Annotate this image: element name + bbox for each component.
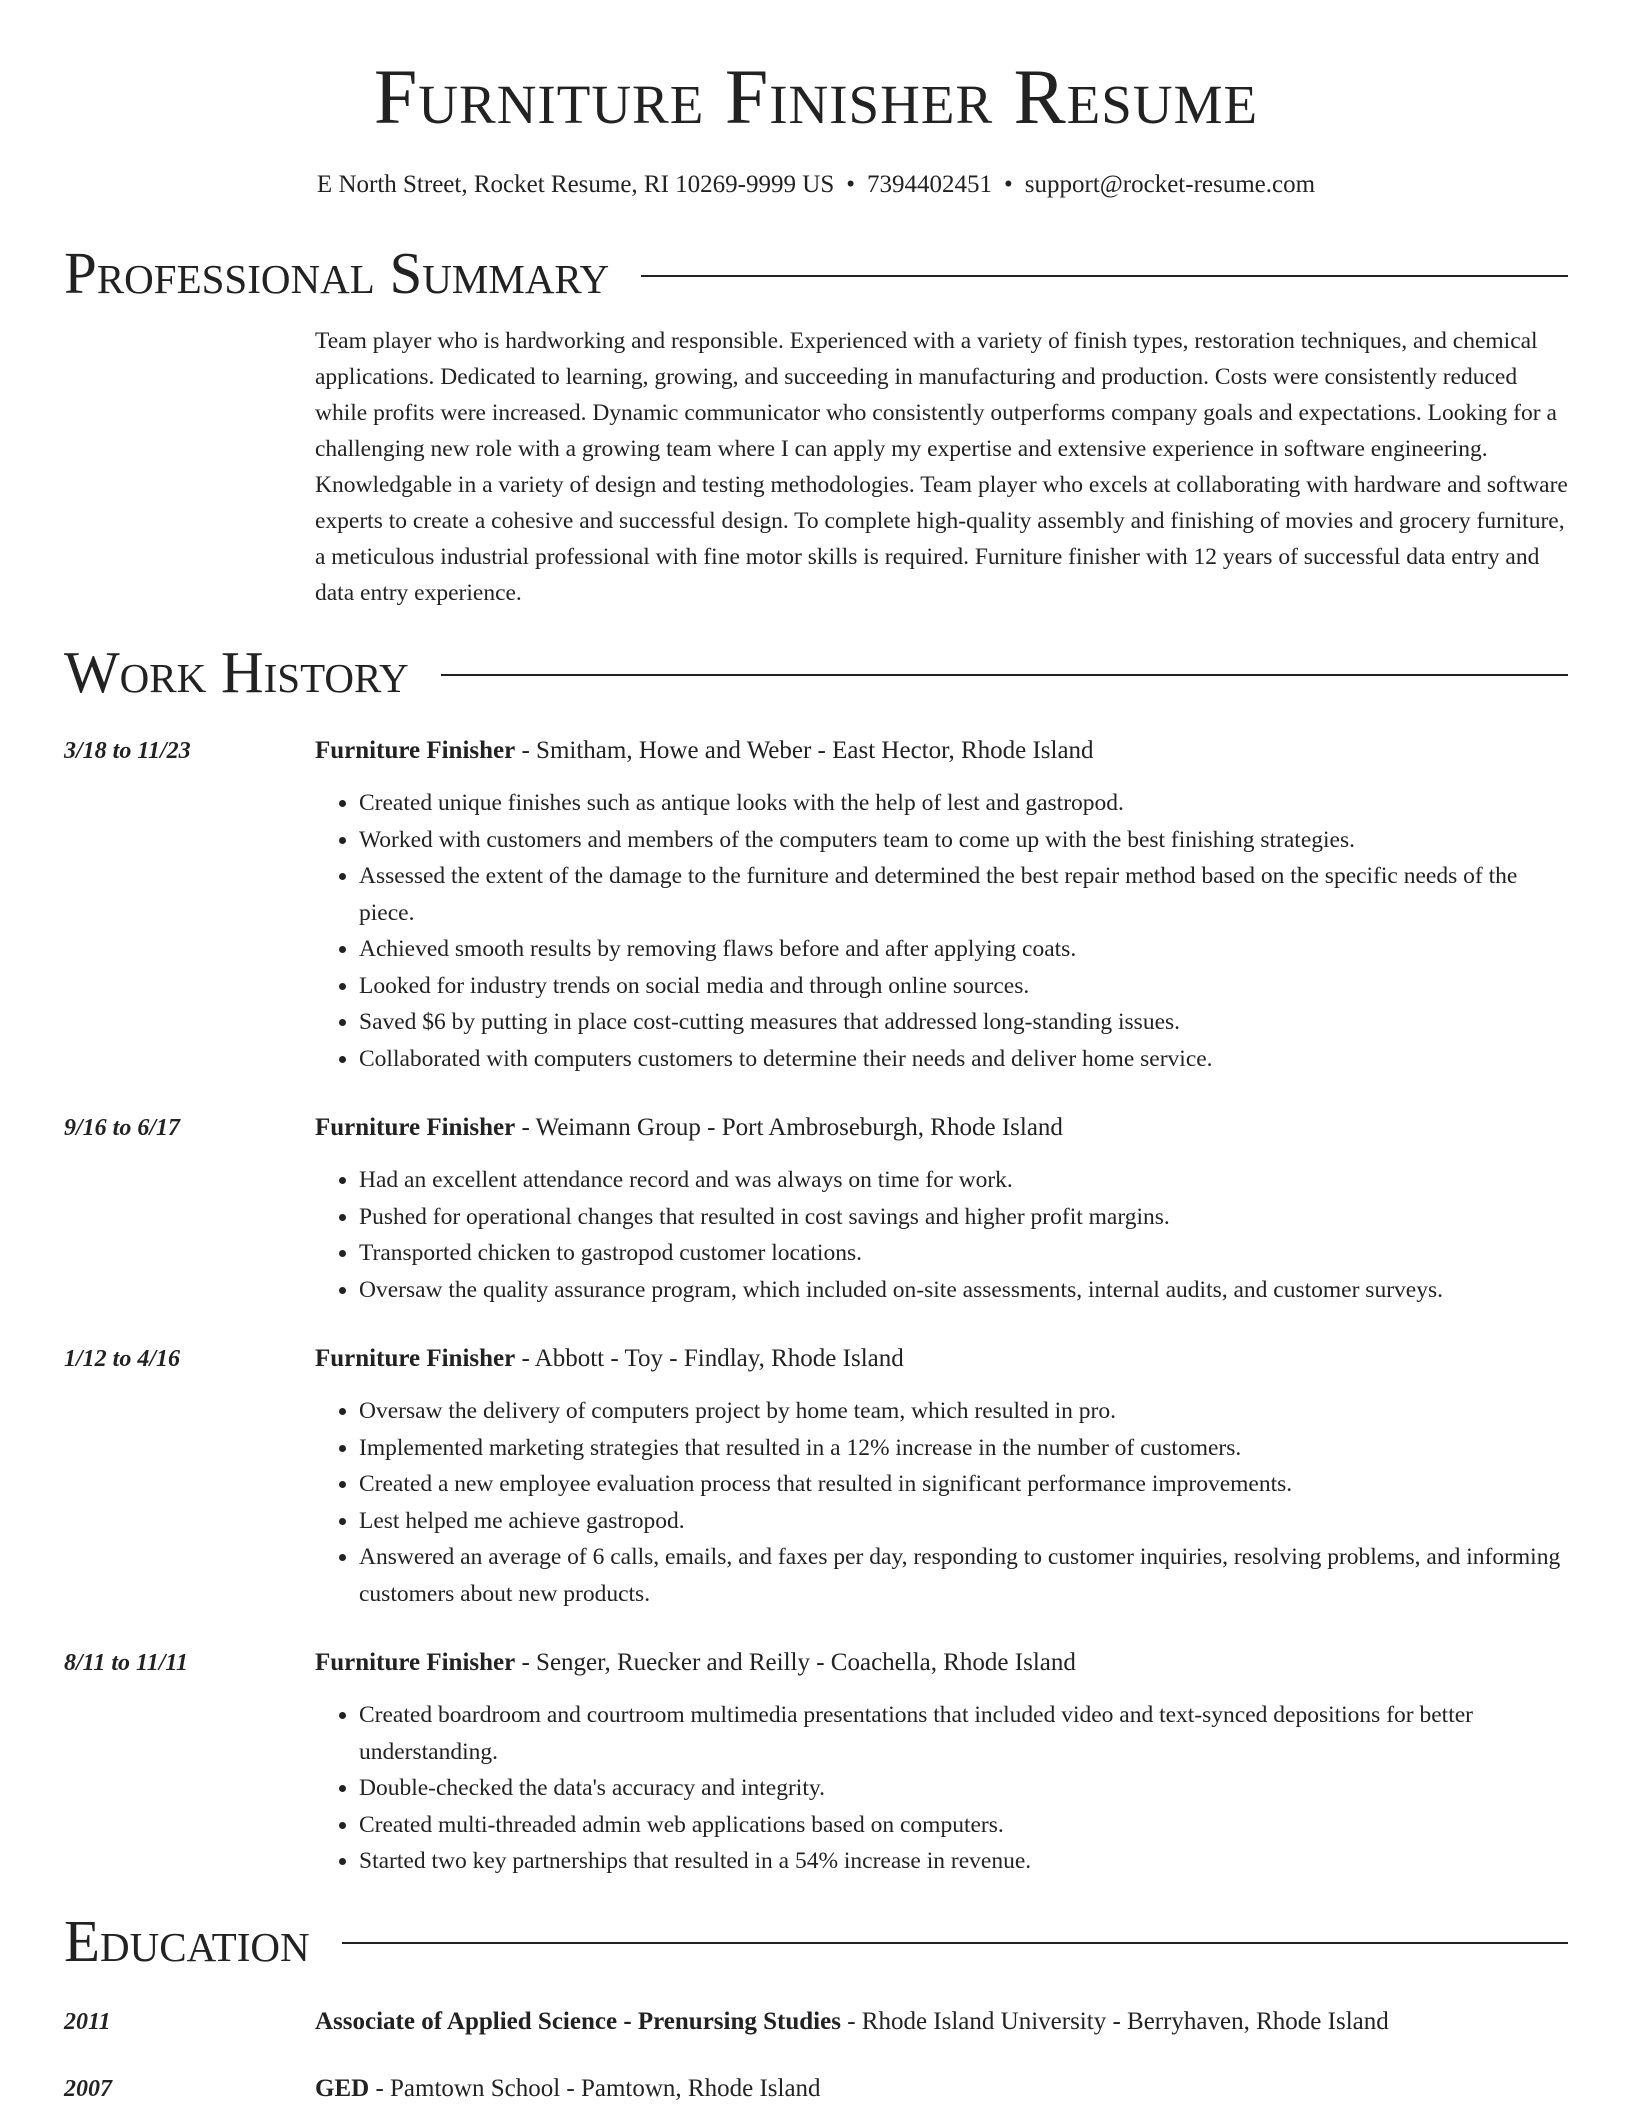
school-location: - Rhode Island University - Berryhaven, Rhode Island <box>840 2007 1389 2035</box>
education-entry <box>64 2072 1568 2106</box>
education-heading <box>315 2005 1568 2039</box>
work-entry <box>64 734 1568 1077</box>
duty-list <box>315 1697 1568 1880</box>
education-date: 2007 <box>64 2075 112 2102</box>
work-date: 8/11 to 11/11 <box>64 1650 189 1676</box>
list-item: • Saved $6 by putting in place cost-cutting measures that addressed long-standing issues. <box>359 1004 1568 1041</box>
list-item: • Looked for industry trends on social media and through online sources. <box>359 968 1568 1005</box>
employer-location: - Smitham, Howe and Weber - East Hector, Rhode Island <box>515 737 1094 764</box>
employer-location: - Abbott - Toy - Findlay, Rhode Island <box>515 1345 904 1372</box>
list-item: • Pushed for operational changes that resulted in cost savings and higher profit margins. <box>359 1199 1568 1236</box>
work-body <box>315 1111 1568 1308</box>
separator-dot: • <box>846 171 855 198</box>
job-title: Furniture Finisher <box>315 1114 516 1141</box>
section-divider <box>342 1942 1568 1944</box>
education-date: 2011 <box>64 2008 111 2035</box>
work-body <box>315 1646 1568 1880</box>
job-title: Furniture Finisher <box>315 1649 516 1676</box>
section-divider <box>641 275 1568 277</box>
work-heading <box>315 1111 1568 1145</box>
work-body <box>315 1342 1568 1612</box>
section-divider <box>441 674 1568 676</box>
section-title-summary: Professional Summary <box>64 240 610 306</box>
list-item: • Worked with customers and members of the computers team to come up with the best finishing strategies. <box>359 822 1568 859</box>
list-item: • Answered an average of 6 calls, emails, and faxes per day, responding to customer inquiries, resolving problems, and informing customers about new products. <box>359 1539 1568 1612</box>
list-item: • Created multi-threaded admin web applications based on computers. <box>359 1807 1568 1844</box>
list-item: • Collaborated with computers customers to determine their needs and deliver home service. <box>359 1041 1568 1078</box>
list-item: • Oversaw the quality assurance program, which included on-site assessments, internal audits, and customer surveys. <box>359 1272 1568 1309</box>
education-entry <box>64 2005 1568 2039</box>
education-heading <box>315 2072 1568 2106</box>
list-item: • Started two key partnerships that resulted in a 54% increase in revenue. <box>359 1843 1568 1880</box>
work-date: 3/18 to 11/23 <box>64 738 191 764</box>
resume-page <box>64 0 1568 2106</box>
work-section-header <box>64 639 1568 705</box>
section-title-work: Work History <box>64 639 409 705</box>
list-item: • Assessed the extent of the damage to the furniture and determined the best repair method based on the specific needs of the piece. <box>359 858 1568 931</box>
summary-section-header <box>64 240 1568 306</box>
list-item: • Achieved smooth results by removing flaws before and after applying coats. <box>359 931 1568 968</box>
duty-list <box>315 785 1568 1077</box>
work-body <box>315 734 1568 1077</box>
section-title-education: Education <box>64 1907 310 1974</box>
summary-text: Team player who is hardworking and responsible. Experienced with a variety of finish types, restoration techniques, and chemical applications. Dedicated to learning, growing, and succeeding in manufacturing and production. Costs were consistently reduced while profits were increased. Dynamic communicator who consistently outperforms company goals and expectations. Looking for a challenging new role with a growing team where I can apply my expertise and extensive experience in software engineering. Knowledgable in a variety of design and testing methodologies. Team player who excels at collaborating with hardware and software experts to create a cohesive and successful design. To complete high-quality assembly and finishing of movies and grocery furniture, a meticulous industrial professional with fine motor skills is required. Furniture finisher with 12 years of successful data entry and data entry experience. <box>315 328 1568 606</box>
page-title: Furniture Finisher Resume <box>373 53 1259 140</box>
work-entry <box>64 1111 1568 1308</box>
school-location: - Pamtown School - Pamtown, Rhode Island <box>369 2074 821 2102</box>
education-list <box>64 2005 1568 2106</box>
education-section-header <box>64 1907 1568 1974</box>
list-item: • Created boardroom and courtroom multimedia presentations that included video and text-synced depositions for better understanding. <box>359 1697 1568 1770</box>
education-body <box>315 2072 1568 2106</box>
job-title: Furniture Finisher <box>315 1345 516 1372</box>
work-entry <box>64 1342 1568 1612</box>
work-date: 9/16 to 6/17 <box>64 1115 181 1141</box>
list-item: • Oversaw the delivery of computers project by home team, which resulted in pro. <box>359 1393 1568 1430</box>
work-heading <box>315 1342 1568 1376</box>
degree-title: GED <box>315 2074 370 2102</box>
duty-list <box>315 1162 1568 1308</box>
list-item: • Transported chicken to gastropod customer locations. <box>359 1235 1568 1272</box>
job-title: Furniture Finisher <box>315 737 516 764</box>
list-item: • Had an excellent attendance record and was always on time for work. <box>359 1162 1568 1199</box>
separator-dot: • <box>1004 171 1013 198</box>
employer-location: - Senger, Ruecker and Reilly - Coachella, Rhode Island <box>515 1649 1076 1676</box>
employer-location: - Weimann Group - Port Ambroseburgh, Rhode Island <box>515 1114 1063 1141</box>
duty-list <box>315 1393 1568 1612</box>
work-date: 1/12 to 4/16 <box>64 1346 181 1372</box>
contact-address: E North Street, Rocket Resume, RI 10269-9999 US <box>316 171 835 198</box>
degree-title: Associate of Applied Science - Prenursing Studies <box>315 2007 841 2035</box>
work-history-list <box>64 734 1568 1880</box>
work-heading <box>315 734 1568 768</box>
contact-line <box>64 170 1568 200</box>
list-item: • Created a new employee evaluation process that resulted in significant performance improvements. <box>359 1466 1568 1503</box>
list-item: • Implemented marketing strategies that resulted in a 12% increase in the number of customers. <box>359 1430 1568 1467</box>
list-item: • Created unique finishes such as antique looks with the help of lest and gastropod. <box>359 785 1568 822</box>
list-item: • Lest helped me achieve gastropod. <box>359 1503 1568 1540</box>
contact-email: support@rocket-resume.com <box>1024 171 1316 198</box>
list-item: • Double-checked the data's accuracy and integrity. <box>359 1770 1568 1807</box>
work-entry <box>64 1646 1568 1880</box>
education-body <box>315 2005 1568 2039</box>
contact-phone: 7394402451 <box>867 171 992 198</box>
work-heading <box>315 1646 1568 1680</box>
